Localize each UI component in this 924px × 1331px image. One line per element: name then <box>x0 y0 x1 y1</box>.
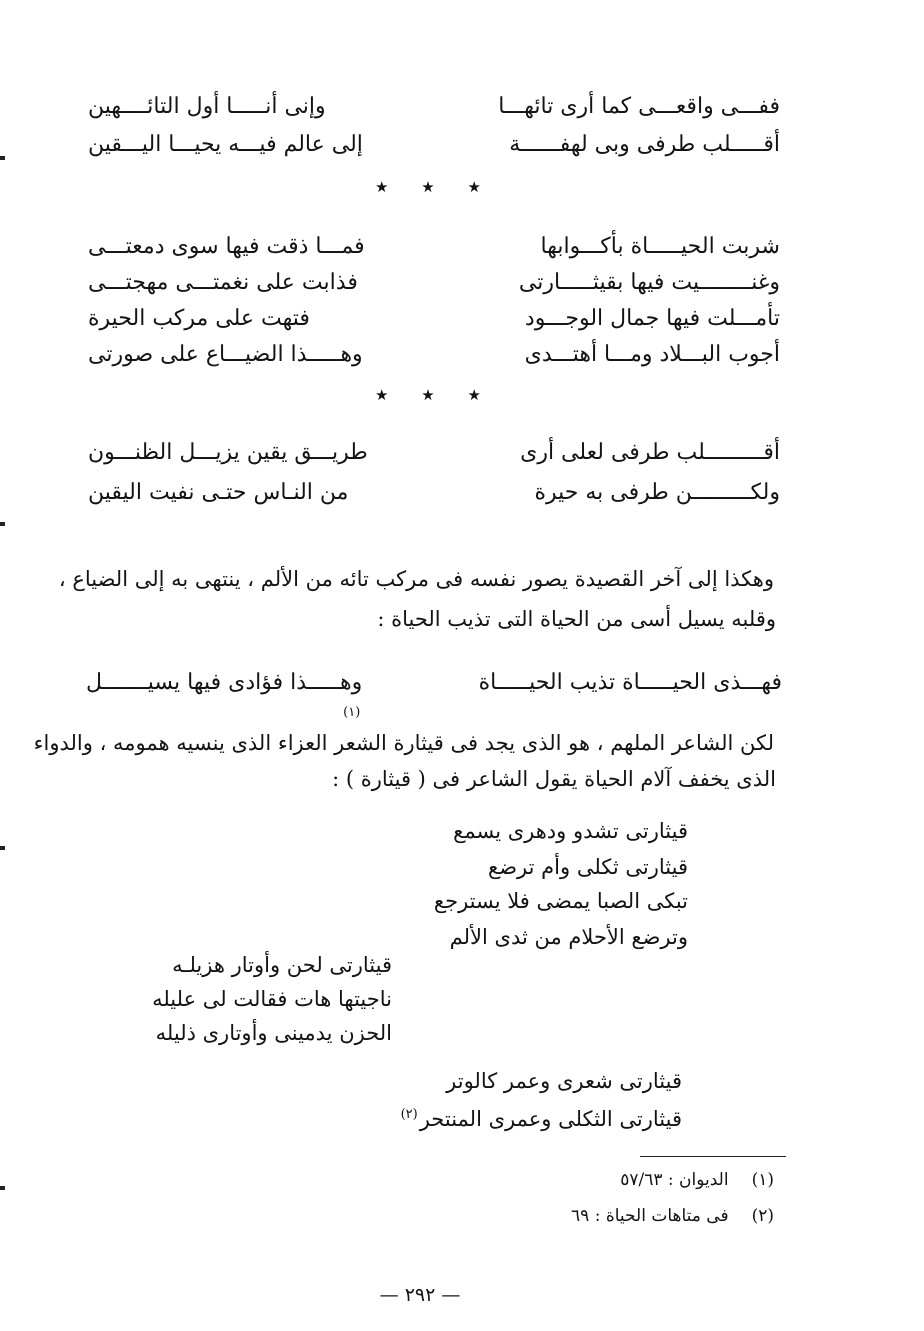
verse-first-hemistich: أجوب البـــلاد ومـــا أهتـــدى <box>524 342 780 367</box>
verse-first-hemistich: تأمـــلت فيها جمال الوجـــود <box>524 306 780 331</box>
section-separator-stars: ★ ★ ★ <box>375 386 495 404</box>
verse-line <box>88 130 780 160</box>
verse-first-hemistich: أقـــــلب طرفى وبى لهفــــــة <box>509 132 780 157</box>
section-separator-stars: ★ ★ ★ <box>375 178 495 196</box>
verse-second-hemistich: وهـــــذا فؤادى فيها يسيـــــــل (١) <box>86 668 362 728</box>
verse-line <box>88 232 780 262</box>
footnote-number: (١) <box>751 1170 774 1190</box>
verse-line <box>88 340 780 370</box>
poem-line: قيثارتى لحن وأوتار هزيلـه <box>172 953 392 977</box>
verse-first-hemistich: أقـــــــــلب طرفى لعلى أرى <box>520 440 780 465</box>
verse-first-hemistich: شربت الحيـــــاة بأكـــوابها <box>540 234 780 259</box>
verse-line <box>88 478 780 508</box>
verse-second-hemistich: إلى عالم فيـــه يحيـــا اليـــقين <box>88 132 363 157</box>
verse-line <box>88 438 780 468</box>
footnote-text: فى متاهات الحياة : ٦٩ <box>571 1206 729 1226</box>
quoted-verse-line <box>86 668 782 720</box>
paragraph-line: وقلبه يسيل أسى من الحياة التى تذيب الحياة : <box>377 607 776 631</box>
paragraph-line: لكن الشاعر الملهم ، هو الذى يجد فى قيثارة الشعر العزاء الذى ينسيه همومه ، والدواء <box>33 731 774 755</box>
page-number: — ٢٩٢ — <box>379 1284 461 1306</box>
verse-second-hemistich: فتهت على مركب الحيرة <box>88 306 310 331</box>
footnote-reference: (١) <box>343 705 361 720</box>
footnote <box>620 1168 774 1192</box>
poem-line: ناجيتها هات فقالت لى عليله <box>152 987 392 1011</box>
verse-second-hemistich: طريـــق يقين يزيـــل الظنـــون <box>88 440 368 465</box>
verse-first-hemistich: فهـــذى الحيـــــاة تذيب الحيـــــاة <box>478 670 782 695</box>
scan-edge-mark <box>0 846 5 850</box>
verse-line <box>88 268 780 298</box>
poem-line: قيثارتى ثكلى وأم ترضع <box>488 855 688 879</box>
footnote-text: الديوان : ٥٧/٦٣ <box>620 1170 729 1190</box>
scan-edge-mark <box>0 156 5 160</box>
verse-second-hemistich: وإنى أنـــــا أول التائــــهين <box>88 94 326 119</box>
verse-line <box>88 92 780 122</box>
footnote-number: (٢) <box>751 1206 774 1226</box>
verse-second-hemistich: من النـاس حتـى نفيت اليقين <box>88 480 349 505</box>
footnote-separator <box>640 1156 786 1157</box>
poem-line: قيثارتى الثكلى وعمرى المنتحر$^{(٢)}$ <box>400 1107 682 1131</box>
verse-second-hemistich: وهـــــذا الضيـــاع على صورتى <box>88 342 363 367</box>
paragraph-line: وهكذا إلى آخر القصيدة يصور نفسه فى مركب تائه من الألم ، ينتهى به إلى الضياع ، <box>58 567 774 591</box>
poem-line: قيثارتى تشدو ودهرى يسمع <box>453 819 688 843</box>
verse-first-hemistich: وغنــــــــيت فيها بقيثـــــارتى <box>518 270 780 295</box>
poem-line: وترضع الأحلام من ثدى الألم <box>449 925 688 949</box>
poem-line: قيثارتى شعرى وعمر كالوتر <box>446 1069 682 1093</box>
verse-first-hemistich: ففـــى واقعـــى كما أرى تائهـــا <box>498 94 780 119</box>
verse-line <box>88 304 780 334</box>
scan-edge-mark <box>0 1186 5 1190</box>
paragraph-line: الذى يخفف آلام الحياة يقول الشاعر فى ( قيثارة ) : <box>332 767 776 791</box>
scan-edge-mark <box>0 522 5 526</box>
poem-line: الحزن يدمينى وأوتارى ذليله <box>155 1021 392 1045</box>
footnote-reference: (٢) <box>400 1107 418 1122</box>
verse-second-hemistich: فذابت على نغمتـــى مهجتـــى <box>88 270 358 295</box>
poem-line: تبكى الصبا يمضى فلا يسترجع <box>433 889 688 913</box>
verse-second-hemistich: فمـــا ذقت فيها سوى دمعتـــى <box>88 234 365 259</box>
verse-first-hemistich: ولكـــــــــن طرفى به حيرة <box>534 480 780 505</box>
footnote <box>571 1204 774 1228</box>
